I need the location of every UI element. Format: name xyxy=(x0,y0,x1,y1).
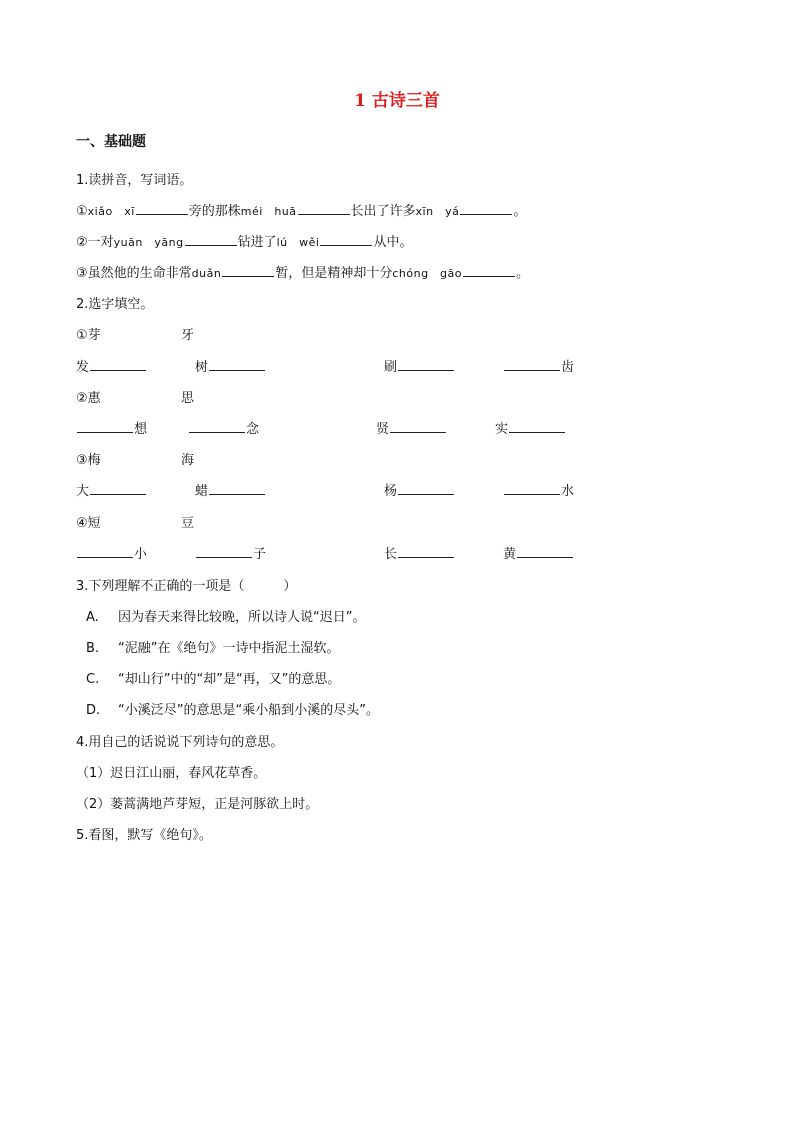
q1-l1-pinyin-3: xīn yá xyxy=(415,205,460,218)
q3-option-a[interactable] xyxy=(86,608,365,628)
q1-l2-prefix: ②一对 xyxy=(76,235,114,250)
q3-label: 3.下列理解不正确的一项是（ ） xyxy=(76,579,297,594)
word-part: 刷 xyxy=(384,360,398,375)
q2-group-2-words xyxy=(188,420,259,440)
choice-char: 思 xyxy=(181,391,195,406)
q2-group-4-words xyxy=(384,545,455,565)
word-part: 水 xyxy=(561,484,575,499)
option-key: A. xyxy=(86,610,99,625)
q4-item-2: （2）蒌蒿满地芦芽短，正是河豚欲上时。 xyxy=(76,797,319,812)
q1-l1-pinyin-1: xiǎo xī xyxy=(87,205,135,218)
q2-group-1-words xyxy=(76,358,147,378)
word-part: 贤 xyxy=(376,422,390,437)
choice-char: 牙 xyxy=(181,328,195,343)
q1-l2-pinyin-1: yuān yāng xyxy=(113,236,184,249)
q1-l1-prefix: ① xyxy=(76,204,88,219)
option-text: “小溪泛尽”的意思是“乘小船到小溪的尽头”。 xyxy=(118,703,379,718)
section-heading: 一、基础题 xyxy=(76,134,146,150)
option-key: D. xyxy=(86,703,101,718)
choice-char: ①芽 xyxy=(76,328,101,343)
q2-group-3-chars xyxy=(76,451,101,471)
option-key: C. xyxy=(86,672,100,687)
q2-group-3-words xyxy=(76,482,147,502)
answer-blank[interactable] xyxy=(90,482,146,495)
word-part: 树 xyxy=(195,360,209,375)
q4-label: 4.用自己的话说说下列诗句的意思。 xyxy=(76,735,284,750)
q2-group-4-chars xyxy=(181,514,194,534)
q1-label: 1.读拼音，写词语。 xyxy=(76,173,193,188)
choice-char: ③梅 xyxy=(76,453,101,468)
option-text: “却山行”中的“却”是“再，又”的意思。 xyxy=(118,672,341,687)
answer-blank[interactable] xyxy=(222,264,274,277)
q1-l1-text-1: 旁的那株 xyxy=(188,204,241,219)
q2-group-2-words xyxy=(495,420,566,440)
word-part: 黄 xyxy=(503,547,517,562)
answer-blank[interactable] xyxy=(209,482,265,495)
q1-l2-text-2: 从中。 xyxy=(373,235,413,250)
answer-blank[interactable] xyxy=(517,545,573,558)
word-part: 子 xyxy=(253,547,267,562)
q1-l1-pinyin-2: méi huā xyxy=(240,205,297,218)
q2-group-1-words xyxy=(384,358,455,378)
answer-blank[interactable] xyxy=(504,358,560,371)
q2-group-4-words xyxy=(503,545,574,565)
option-text: “泥融”在《绝句》一诗中指泥土湿软。 xyxy=(118,641,340,656)
q1-line-1 xyxy=(76,202,526,222)
answer-blank[interactable] xyxy=(136,202,188,215)
q1-l3-text-2: 。 xyxy=(516,266,530,281)
word-part: 发 xyxy=(76,360,90,375)
q2-group-2-words xyxy=(76,420,147,440)
q2-group-2-words xyxy=(376,420,447,440)
word-part: 杨 xyxy=(384,484,398,499)
answer-blank[interactable] xyxy=(320,233,372,246)
answer-blank[interactable] xyxy=(209,358,265,371)
word-part: 想 xyxy=(134,422,148,437)
word-part: 实 xyxy=(495,422,509,437)
q2-group-4-words xyxy=(76,545,147,565)
answer-blank[interactable] xyxy=(509,420,565,433)
q2-group-3-words xyxy=(384,482,455,502)
word-part: 小 xyxy=(134,547,148,562)
option-text: 因为春天来得比较晚，所以诗人说“迟日”。 xyxy=(118,610,366,625)
word-part: 大 xyxy=(76,484,90,499)
q5-label: 5.看图，默写《绝句》。 xyxy=(76,828,212,843)
q2-group-4-words xyxy=(195,545,266,565)
word-part: 蜡 xyxy=(195,484,209,499)
page-title: 1 古诗三首 xyxy=(354,91,440,111)
q1-l2-pinyin-2: lú wěi xyxy=(276,236,320,249)
word-part: 长 xyxy=(384,547,398,562)
q1-l1-text-2: 长出了许多 xyxy=(350,204,416,219)
q2-label: 2.选字填空。 xyxy=(76,297,154,312)
option-key: B. xyxy=(86,641,100,656)
q1-l3-pinyin-1: duǎn xyxy=(191,267,222,280)
answer-blank[interactable] xyxy=(77,545,133,558)
q2-group-3-words xyxy=(195,482,266,502)
answer-blank[interactable] xyxy=(463,264,515,277)
answer-blank[interactable] xyxy=(298,202,350,215)
answer-blank[interactable] xyxy=(398,482,454,495)
answer-blank[interactable] xyxy=(398,358,454,371)
choice-char: 豆 xyxy=(181,516,195,531)
choice-char: ②惠 xyxy=(76,391,101,406)
q1-l2-text-1: 钻进了 xyxy=(237,235,277,250)
answer-blank[interactable] xyxy=(390,420,446,433)
q2-group-2-chars xyxy=(76,389,101,409)
word-part: 念 xyxy=(246,422,260,437)
q4-item-1: （1）迟日江山丽，春风花草香。 xyxy=(76,766,267,781)
answer-blank[interactable] xyxy=(185,233,237,246)
answer-blank[interactable] xyxy=(77,420,133,433)
q2-group-2-chars xyxy=(181,389,194,409)
q2-group-4-chars xyxy=(76,514,101,534)
answer-blank[interactable] xyxy=(460,202,512,215)
q2-group-3-words xyxy=(503,482,574,502)
q1-l1-text-3: 。 xyxy=(513,204,527,219)
q1-l3-prefix: ③虽然他的生命非常 xyxy=(76,266,192,281)
q2-group-1-chars xyxy=(181,326,194,346)
q3-option-d[interactable] xyxy=(86,701,379,721)
answer-blank[interactable] xyxy=(504,482,560,495)
q1-line-2 xyxy=(76,233,412,253)
choice-char: 海 xyxy=(181,453,195,468)
choice-char: ④短 xyxy=(76,516,101,531)
word-part: 齿 xyxy=(561,360,575,375)
q3-option-b[interactable] xyxy=(86,639,339,659)
q2-group-1-words xyxy=(503,358,574,378)
answer-blank[interactable] xyxy=(196,545,252,558)
q3-option-c[interactable] xyxy=(86,670,340,690)
q2-group-3-chars xyxy=(181,451,194,471)
answer-blank[interactable] xyxy=(398,545,454,558)
q2-group-1-words xyxy=(195,358,266,378)
answer-blank[interactable] xyxy=(90,358,146,371)
answer-blank[interactable] xyxy=(189,420,245,433)
q1-l3-pinyin-2: chóng gāo xyxy=(392,267,463,280)
q1-line-3 xyxy=(76,264,529,284)
q1-l3-text-1: 暂，但是精神却十分 xyxy=(275,266,393,281)
q2-group-1-chars xyxy=(76,326,101,346)
